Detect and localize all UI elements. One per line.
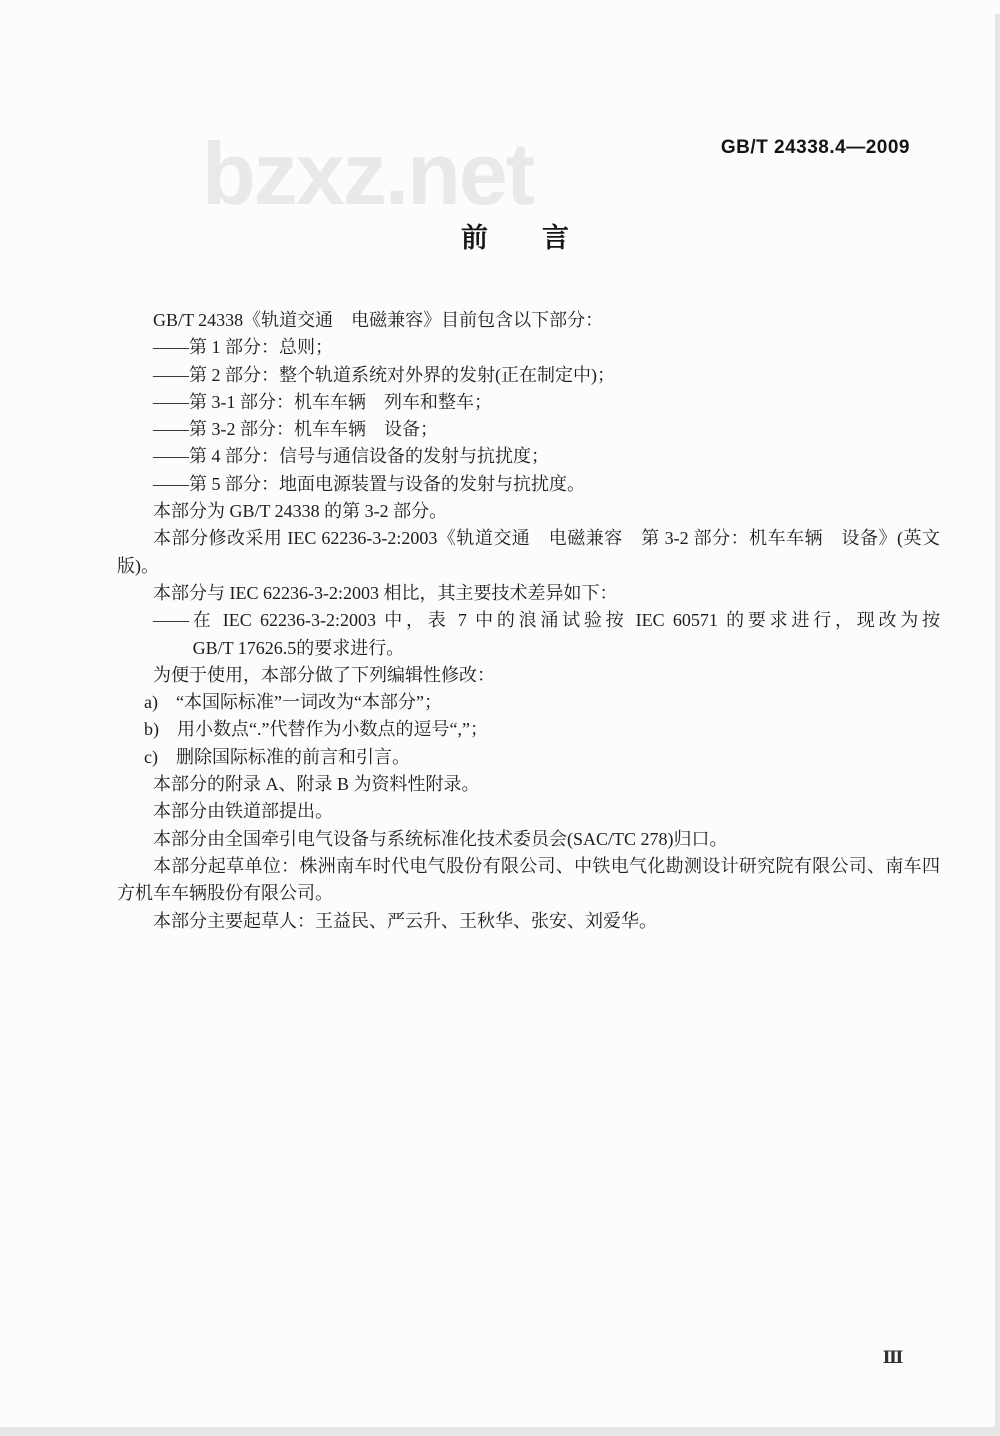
foreword-line: 方机车车辆股份有限公司。 bbox=[117, 883, 333, 904]
foreword-line: a) “本国际标准”一词改为“本部分”； bbox=[144, 692, 442, 713]
foreword-line: 本部分主要起草人：王益民、严云升、王秋华、张安、刘爱华。 bbox=[153, 910, 657, 931]
foreword-line: ——第 5 部分：地面电源装置与设备的发射与抗扰度。 bbox=[153, 473, 585, 494]
foreword-line: ——第 1 部分：总则； bbox=[153, 337, 333, 358]
watermark-text: bzxz.net bbox=[202, 124, 534, 223]
foreword-line: c) 删除国际标准的前言和引言。 bbox=[144, 746, 410, 767]
scan-edge-right bbox=[995, 14, 1000, 1428]
page-number: Ⅲ bbox=[882, 1348, 904, 1367]
foreword-line: 本部分由铁道部提出。 bbox=[153, 801, 333, 822]
foreword-line: 版)。 bbox=[117, 555, 159, 576]
foreword-line: 为便于使用，本部分做了下列编辑性修改： bbox=[153, 664, 495, 685]
foreword-line: ——第 3-1 部分：机车车辆 列车和整车； bbox=[153, 391, 492, 412]
foreword-line: ——第 2 部分：整个轨道系统对外界的发射(正在制定中)； bbox=[153, 364, 615, 385]
standard-code: GB/T 24338.4—2009 bbox=[720, 137, 910, 158]
foreword-line: 本部分起草单位：株洲南车时代电气股份有限公司、中铁电气化勘测设计研究院有限公司、南车四 bbox=[153, 855, 940, 876]
foreword-body bbox=[117, 307, 940, 935]
foreword-line: GB/T 24338《轨道交通 电磁兼容》目前包含以下部分： bbox=[153, 310, 604, 330]
foreword-line: ——在 IEC 62236-3-2:2003 中，表 7 中的浪涌试验按 IEC 60571 的要求进行，现改为按 bbox=[153, 610, 940, 631]
foreword-line: ——第 4 部分：信号与通信设备的发射与抗扰度； bbox=[153, 446, 549, 467]
foreword-line: 本部分的附录 A、附录 B 为资料性附录。 bbox=[153, 774, 480, 795]
foreword-line: 本部分与 IEC 62236-3-2:2003 相比，其主要技术差异如下： bbox=[153, 582, 618, 603]
foreword-line: 本部分由全国牵引电气设备与系统标准化技术委员会(SAC/TC 278)归口。 bbox=[153, 828, 728, 849]
foreword-line: ——第 3-2 部分：机车车辆 设备； bbox=[153, 419, 438, 440]
scan-edge-bottom bbox=[0, 1427, 1000, 1436]
foreword-line: GB/T 17626.5的要求进行。 bbox=[192, 637, 405, 658]
foreword-line: 本部分为 GB/T 24338 的第 3-2 部分。 bbox=[153, 501, 448, 522]
foreword-line: b) 用小数点“.”代替作为小数点的逗号“,”； bbox=[144, 719, 488, 740]
page-title: 前 言 bbox=[461, 223, 569, 253]
foreword-line: 本部分修改采用 IEC 62236-3-2:2003《轨道交通 电磁兼容 第 3-2 部分：机车车辆 设备》(英文 bbox=[153, 528, 940, 549]
